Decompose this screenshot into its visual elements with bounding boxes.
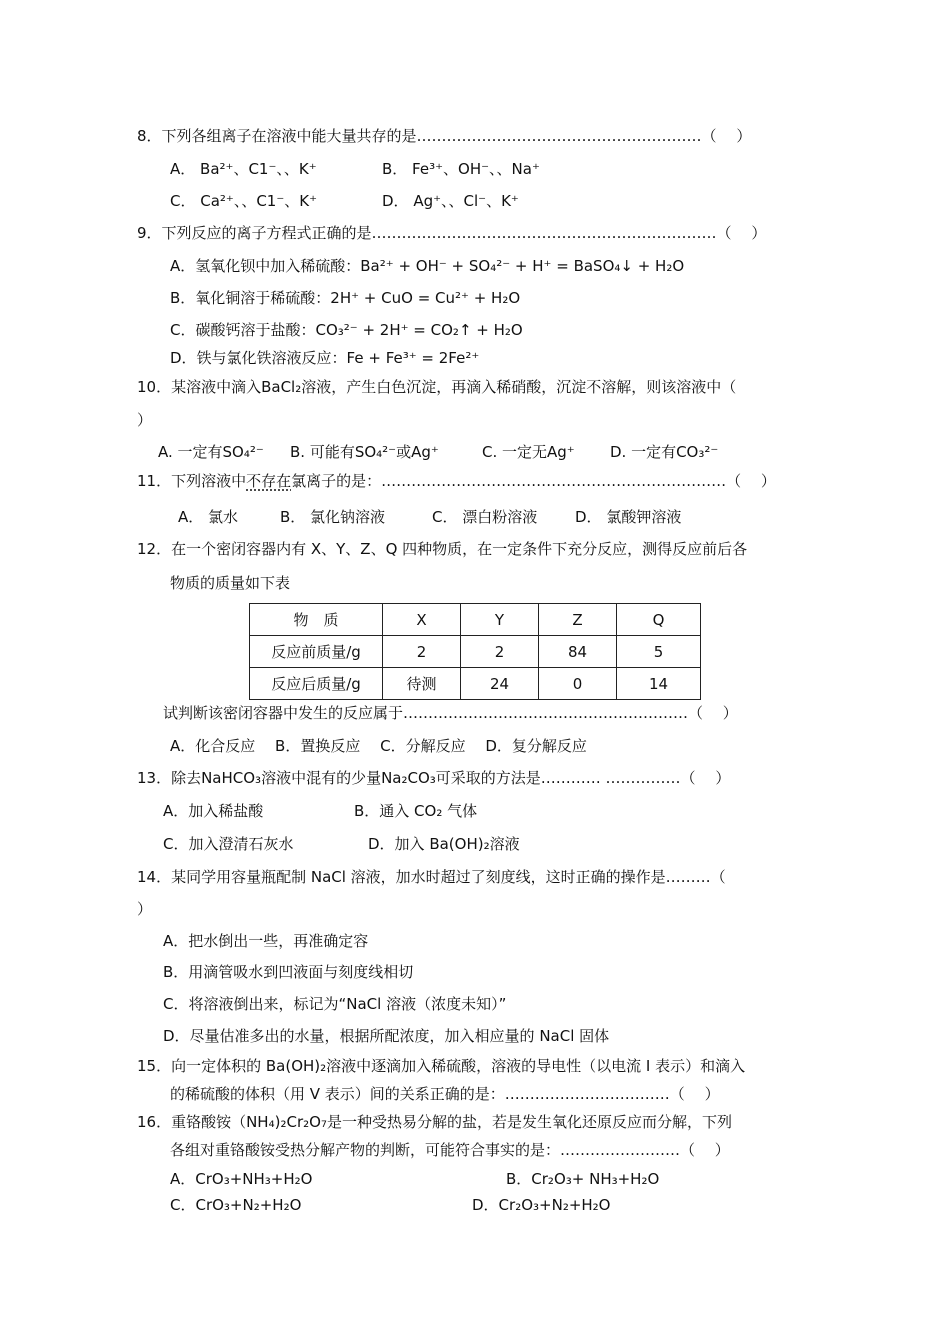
q11-option-a: A． 氯水 [178, 508, 239, 526]
q9-stem: 9．下列反应的离子方程式正确的是……………………………………………………………（ ） [137, 224, 767, 242]
q12-options: A．化合反应 B．置换反应 C．分解反应 D．复分解反应 [170, 737, 587, 755]
q16-option-a: A．CrO₃+NH₃+H₂O [170, 1170, 313, 1188]
q13-option-b: B．通入 CO₂ 气体 [354, 802, 478, 820]
q12-question: 试判断该密闭容器中发生的反应属于…………………………………………………（ ） [163, 704, 738, 722]
q9-option-a: A．氢氧化钡中加入稀硫酸：Ba²⁺ + OH⁻ + SO₄²⁻ + H⁺ = BaSO₄↓ + H₂O [170, 257, 685, 275]
q16-option-b: B．Cr₂O₃+ NH₃+H₂O [506, 1170, 660, 1188]
table-row [250, 668, 701, 700]
q10-stem-cont: ） [137, 411, 153, 429]
q14-option-b: B．用滴管吸水到凹液面与刻度线相切 [163, 963, 414, 981]
table-cell: 24 [461, 668, 539, 700]
q9-option-d: D．铁与氯化铁溶液反应：Fe + Fe³⁺ = 2Fe²⁺ [170, 349, 480, 367]
q12-stem-cont: 物质的质量如下表 [170, 574, 291, 592]
q13-option-d: D．加入 Ba(OH)₂溶液 [368, 835, 520, 853]
q14-option-d: D．尽量估准多出的水量，根据所配浓度，加入相应量的 NaCl 固体 [163, 1027, 610, 1045]
q10-option-c: C. 一定无Ag⁺ [482, 443, 575, 461]
q10-stem: 10．某溶液中滴入BaCl₂溶液，产生白色沉淀，再滴入稀硝酸，沉淀不溶解，则该溶液中（ [137, 378, 737, 396]
q12-stem: 12．在一个密闭容器内有 X、Y、Z、Q 四种物质，在一定条件下充分反应，测得反应前后各 [137, 540, 748, 558]
table-row [250, 636, 701, 668]
q14-option-c: C．将溶液倒出来，标记为“NaCl 溶液（浓度未知）” [163, 995, 507, 1013]
q8-option-a: A． Ba²⁺、C1⁻、、K⁺ [170, 160, 317, 178]
q11-stem-post: 氯离子的是：……………………………………………………………（ ） [291, 472, 776, 490]
q11-stem-pre: 11．下列溶液中 [137, 472, 247, 490]
table-cell: 5 [617, 636, 701, 668]
table-cell: 14 [617, 668, 701, 700]
table-header-row [250, 604, 701, 636]
q15-stem-cont: 的稀硫酸的体积（用 V 表示）间的关系正确的是：……………………………（ ） [170, 1085, 720, 1103]
table-header-cell: Y [461, 604, 539, 636]
q16-option-c: C．CrO₃+N₂+H₂O [170, 1196, 302, 1214]
table-cell: 0 [539, 668, 617, 700]
table-cell: 待测 [383, 668, 461, 700]
q16-stem: 16．重铬酸铵（NH₄)₂Cr₂O₇是一种受热易分解的盐，若是发生氧化还原反应而分解，下列 [137, 1113, 732, 1131]
table-cell: 反应前质量/g [250, 636, 383, 668]
q16-stem-cont: 各组对重铬酸铵受热分解产物的判断，可能符合事实的是：……………………（ ） [170, 1141, 730, 1159]
table-cell: 2 [383, 636, 461, 668]
table-cell: 反应后质量/g [250, 668, 383, 700]
table-header-cell: 物 质 [250, 604, 383, 636]
table-cell: 84 [539, 636, 617, 668]
q8-option-c: C． Ca²⁺、、C1⁻、K⁺ [170, 192, 318, 210]
q8-stem: 8．下列各组离子在溶液中能大量共存的是…………………………………………………（ ） [137, 127, 752, 145]
q14-stem: 14．某同学用容量瓶配制 NaCl 溶液，加水时超过了刻度线，这时正确的操作是………（ [137, 868, 726, 886]
q10-option-b: B. 可能有SO₄²⁻或Ag⁺ [290, 443, 439, 461]
q9-option-c: C．碳酸钙溶于盐酸：CO₃²⁻ + 2H⁺ = CO₂↑ + H₂O [170, 321, 523, 339]
q11-stem-emphasis: 不存在 [246, 472, 292, 490]
q10-option-d: D. 一定有CO₃²⁻ [610, 443, 719, 461]
q13-option-a: A．加入稀盐酸 [163, 802, 264, 820]
q13-stem: 13．除去NaHCO₃溶液中混有的少量Na₂CO₃可采取的方法是………… ……………（ ） [137, 769, 731, 787]
table-header-cell: Q [617, 604, 701, 636]
q8-option-b: B． Fe³⁺、OH⁻、、Na⁺ [382, 160, 540, 178]
mass-table [249, 603, 701, 700]
table-cell: 2 [461, 636, 539, 668]
q9-option-b: B．氧化铜溶于稀硫酸：2H⁺ + CuO = Cu²⁺ + H₂O [170, 289, 521, 307]
q11-option-d: D． 氯酸钾溶液 [575, 508, 682, 526]
q16-option-d: D．Cr₂O₃+N₂+H₂O [472, 1196, 611, 1214]
q14-option-a: A．把水倒出一些，再准确定容 [163, 932, 369, 950]
q13-option-c: C．加入澄清石灰水 [163, 835, 294, 853]
q14-stem-cont: ） [137, 900, 153, 918]
table-header-cell: X [383, 604, 461, 636]
q10-option-a: A. 一定有SO₄²⁻ [158, 443, 264, 461]
table-header-cell: Z [539, 604, 617, 636]
q11-stem [137, 471, 776, 491]
q11-option-c: C． 漂白粉溶液 [432, 508, 538, 526]
q11-option-b: B． 氯化钠溶液 [280, 508, 386, 526]
q8-option-d: D． Ag⁺、、Cl⁻、K⁺ [382, 192, 519, 210]
q15-stem: 15．向一定体积的 Ba(OH)₂溶液中逐滴加入稀硫酸，溶液的导电性（以电流 I 表示）和滴入 [137, 1057, 746, 1075]
